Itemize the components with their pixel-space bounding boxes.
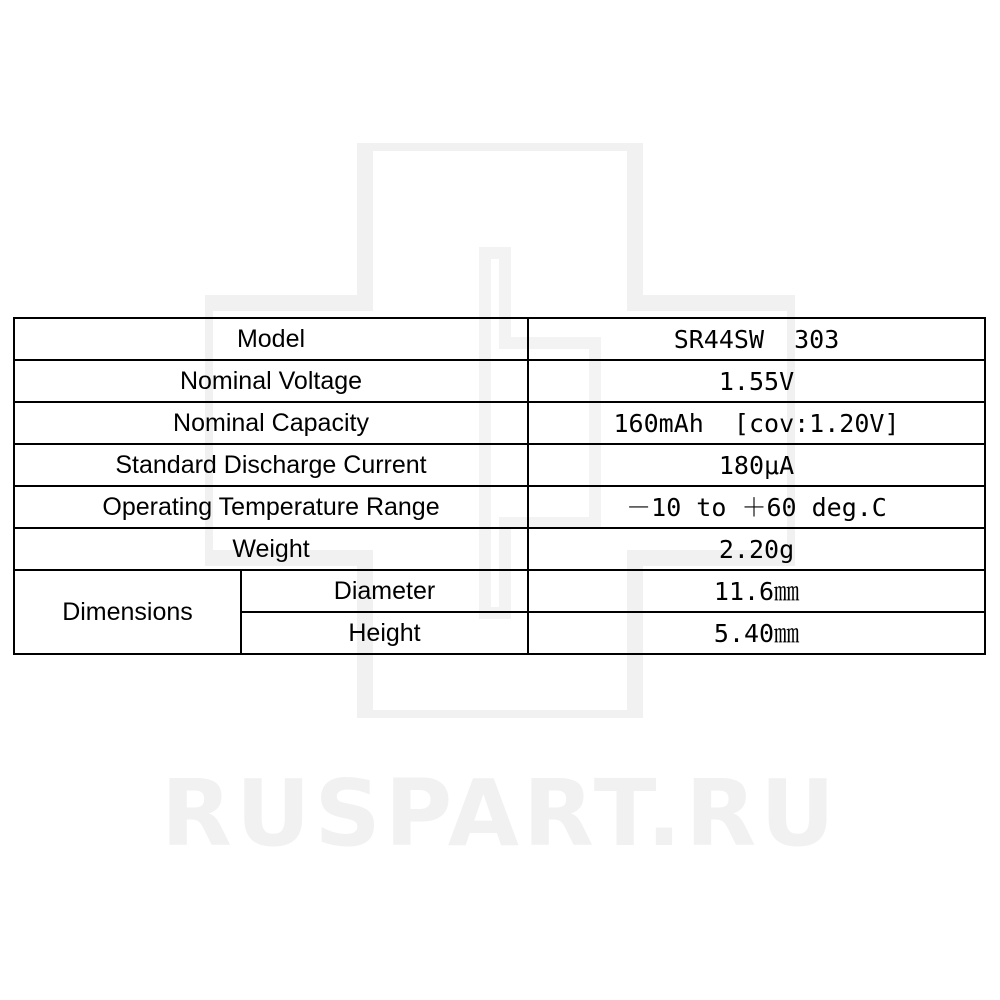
table-row-temperature-range xyxy=(14,486,985,528)
discharge-current-label: Standard Discharge Current xyxy=(14,444,528,486)
height-label: Height xyxy=(241,612,528,654)
table-row-discharge-current xyxy=(14,444,985,486)
nominal-capacity-label: Nominal Capacity xyxy=(14,402,528,444)
diameter-value: 11.6㎜ xyxy=(528,570,985,612)
weight-value: 2.20g xyxy=(528,528,985,570)
nominal-voltage-label: Nominal Voltage xyxy=(14,360,528,402)
table-row-nominal-voltage xyxy=(14,360,985,402)
nominal-capacity-value: 160mAh [cov:1.20V] xyxy=(528,402,985,444)
model-value: SR44SW 303 xyxy=(528,318,985,360)
diameter-label: Diameter xyxy=(241,570,528,612)
table-row-model xyxy=(14,318,985,360)
nominal-voltage-value: 1.55V xyxy=(528,360,985,402)
watermark-text: RUSPART.RU xyxy=(161,760,839,867)
height-value: 5.40㎜ xyxy=(528,612,985,654)
table-row-weight xyxy=(14,528,985,570)
temperature-range-value: －10 to ＋60 deg.C xyxy=(528,486,985,528)
table-row-nominal-capacity xyxy=(14,402,985,444)
discharge-current-value: 180μA xyxy=(528,444,985,486)
weight-label: Weight xyxy=(14,528,528,570)
spec-table xyxy=(13,317,986,655)
dimensions-label: Dimensions xyxy=(14,570,241,654)
temperature-range-label: Operating Temperature Range xyxy=(14,486,528,528)
table-row-diameter xyxy=(14,570,985,612)
model-label: Model xyxy=(14,318,528,360)
